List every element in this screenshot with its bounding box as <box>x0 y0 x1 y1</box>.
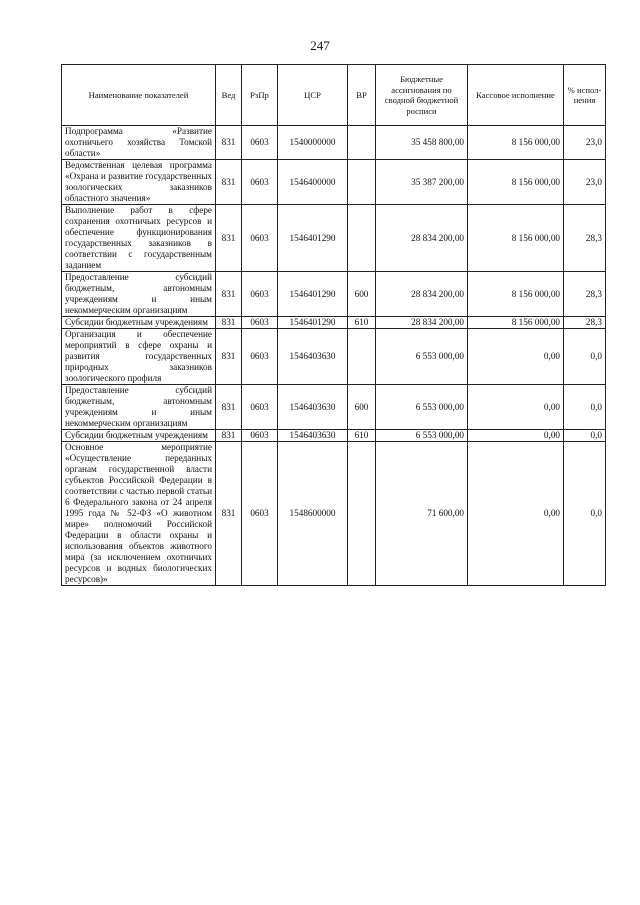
cell-budget: 71 600,00 <box>376 442 468 586</box>
cell-vr: 600 <box>348 272 376 317</box>
cell-ved: 831 <box>216 205 242 272</box>
cell-rzpr: 0603 <box>242 205 278 272</box>
cell-csr: 1548600000 <box>278 442 348 586</box>
header-cash: Кассовое исполнение <box>468 65 564 126</box>
cell-name: Субсидии бюджетным учреждениям <box>62 430 216 442</box>
cell-percent: 23,0 <box>564 160 606 205</box>
cell-cash: 8 156 000,00 <box>468 272 564 317</box>
header-name: Наименование показателей <box>62 65 216 126</box>
table-row <box>62 126 606 160</box>
cell-csr: 1540000000 <box>278 126 348 160</box>
table-row <box>62 272 606 317</box>
cell-cash: 0,00 <box>468 430 564 442</box>
table-row <box>62 317 606 329</box>
cell-name: Выполнение работ в сфере сохранения охотничьих ресурсов и обеспечение функционирования государственных заказников в соответствии с государственным заданием <box>62 205 216 272</box>
cell-percent: 28,3 <box>564 272 606 317</box>
cell-name: Субсидии бюджетным учреждениям <box>62 317 216 329</box>
cell-percent: 28,3 <box>564 317 606 329</box>
cell-ved: 831 <box>216 385 242 430</box>
cell-vr <box>348 329 376 385</box>
cell-cash: 0,00 <box>468 385 564 430</box>
cell-rzpr: 0603 <box>242 126 278 160</box>
cell-vr: 600 <box>348 385 376 430</box>
cell-cash: 0,00 <box>468 329 564 385</box>
cell-name: Организация и обеспечение мероприятий в сфере охраны и развития государственных природных заказников зоологического профиля <box>62 329 216 385</box>
cell-cash: 8 156 000,00 <box>468 317 564 329</box>
cell-cash: 8 156 000,00 <box>468 126 564 160</box>
cell-rzpr: 0603 <box>242 442 278 586</box>
cell-name: Ведомственная целевая программа «Охрана и развитие государственных зоологических заказников областного значения» <box>62 160 216 205</box>
cell-ved: 831 <box>216 329 242 385</box>
cell-percent: 0,0 <box>564 385 606 430</box>
cell-csr: 1546401290 <box>278 272 348 317</box>
cell-percent: 23,0 <box>564 126 606 160</box>
header-percent: % испол-нения <box>564 65 606 126</box>
header-ved: Вед <box>216 65 242 126</box>
cell-name: Основное мероприятие «Осуществление переданных органам государственной власти субъектов Российской Федерации в соответствии с частью первой статьи 6 Федерального закона от 24 апреля 1995 года № 52-ФЗ «О животном мире» полномочий Российской Федерации в области охраны и использования объектов животного мира (за исключением охотничьих ресурсов и водных биологических ресурсов)» <box>62 442 216 586</box>
cell-ved: 831 <box>216 160 242 205</box>
table-body <box>62 126 606 586</box>
cell-percent: 0,0 <box>564 430 606 442</box>
cell-ved: 831 <box>216 430 242 442</box>
cell-csr: 1546403630 <box>278 430 348 442</box>
table-row <box>62 430 606 442</box>
cell-cash: 0,00 <box>468 442 564 586</box>
cell-rzpr: 0603 <box>242 385 278 430</box>
cell-vr <box>348 160 376 205</box>
cell-budget: 6 553 000,00 <box>376 329 468 385</box>
cell-csr: 1546403630 <box>278 329 348 385</box>
table-row <box>62 205 606 272</box>
cell-rzpr: 0603 <box>242 272 278 317</box>
cell-ved: 831 <box>216 317 242 329</box>
cell-percent: 28,3 <box>564 205 606 272</box>
header-budget: Бюджетные ассигнования по сводной бюджетной росписи <box>376 65 468 126</box>
cell-budget: 6 553 000,00 <box>376 385 468 430</box>
table-row <box>62 329 606 385</box>
cell-vr <box>348 442 376 586</box>
cell-csr: 1546400000 <box>278 160 348 205</box>
cell-ved: 831 <box>216 442 242 586</box>
header-rzpr: РзПр <box>242 65 278 126</box>
cell-percent: 0,0 <box>564 442 606 586</box>
page-number: 247 <box>310 38 330 53</box>
cell-vr <box>348 205 376 272</box>
cell-rzpr: 0603 <box>242 329 278 385</box>
cell-budget: 35 458 800,00 <box>376 126 468 160</box>
cell-ved: 831 <box>216 272 242 317</box>
cell-budget: 28 834 200,00 <box>376 205 468 272</box>
cell-cash: 8 156 000,00 <box>468 160 564 205</box>
cell-budget: 28 834 200,00 <box>376 272 468 317</box>
cell-vr <box>348 126 376 160</box>
cell-cash: 8 156 000,00 <box>468 205 564 272</box>
cell-vr: 610 <box>348 317 376 329</box>
cell-budget: 35 387 200,00 <box>376 160 468 205</box>
header-vr: ВР <box>348 65 376 126</box>
budget-execution-table <box>61 64 606 586</box>
table-row <box>62 385 606 430</box>
cell-csr: 1546403630 <box>278 385 348 430</box>
cell-budget: 6 553 000,00 <box>376 430 468 442</box>
cell-rzpr: 0603 <box>242 430 278 442</box>
cell-percent: 0,0 <box>564 329 606 385</box>
cell-vr: 610 <box>348 430 376 442</box>
header-csr: ЦСР <box>278 65 348 126</box>
cell-name: Предоставление субсидий бюджетным, автономным учреждениям и иным некоммерческим организациям <box>62 272 216 317</box>
cell-rzpr: 0603 <box>242 160 278 205</box>
cell-name: Подпрограмма «Развитие охотничьего хозяйства Томской области» <box>62 126 216 160</box>
cell-name: Предоставление субсидий бюджетным, автономным учреждениям и иным некоммерческим организациям <box>62 385 216 430</box>
cell-csr: 1546401290 <box>278 317 348 329</box>
cell-budget: 28 834 200,00 <box>376 317 468 329</box>
cell-rzpr: 0603 <box>242 317 278 329</box>
cell-csr: 1546401290 <box>278 205 348 272</box>
table-row <box>62 442 606 586</box>
table-header-row <box>62 65 606 126</box>
cell-ved: 831 <box>216 126 242 160</box>
table-row <box>62 160 606 205</box>
